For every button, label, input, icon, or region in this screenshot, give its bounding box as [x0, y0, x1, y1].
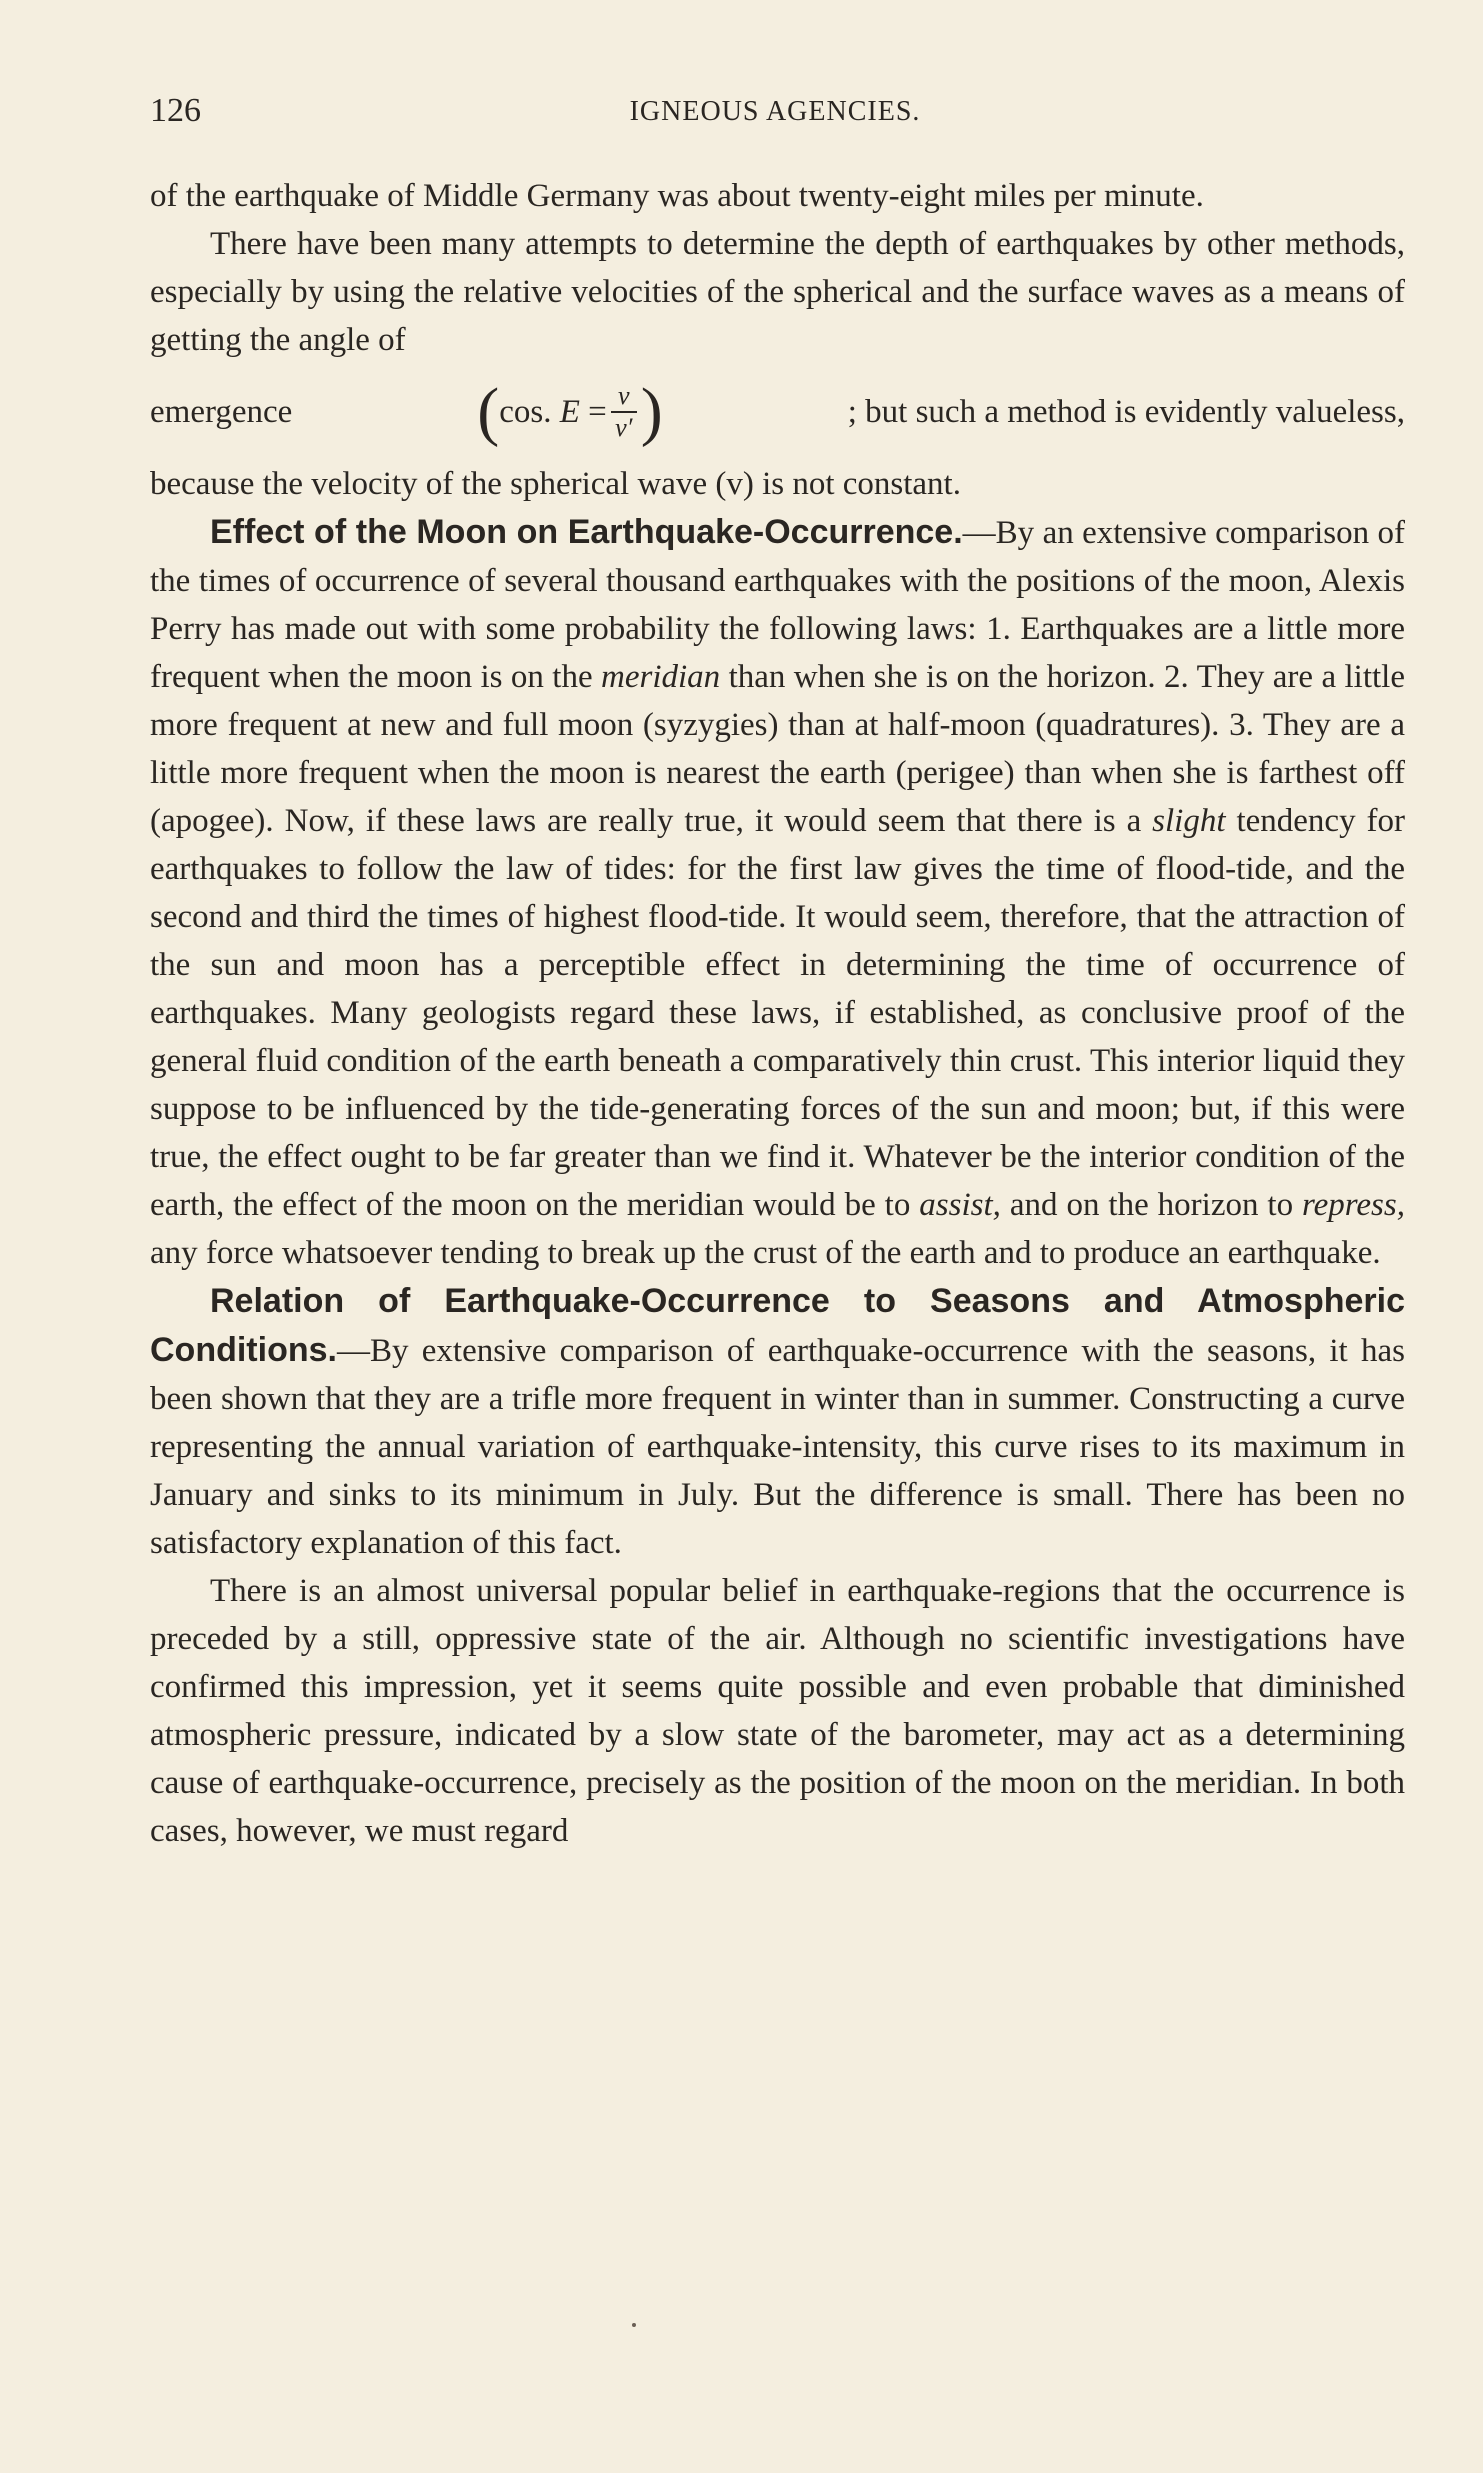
formula-denominator: v′ — [615, 413, 633, 442]
paragraph-velocity: because the velocity of the spherical wave (v) is not constant. — [150, 466, 961, 502]
paragraph-popular-belief: There is an almost universal popular belief in earthquake-regions that the occurrence is preceded by a still, oppressive state of the air. Although no scientific investigations have confirmed this impression, yet it seems quite possible and even probable that diminished atmospheric pressure, indicated by a slow state of the barometer, may act as a determining cause of earthquake-occurrence, precisely as the position of the moon on the meridian. In both cases, however, we must regard — [150, 1573, 1405, 1849]
formula-fraction — [611, 383, 637, 441]
emergence-formula: ( cos. E = $\frac{v}{v'}$ ) — [477, 375, 663, 448]
section-heading-seasons: Relation of Earthquake-Occurrence to Seasons and Atmospheric Conditions. — [150, 1282, 1405, 1369]
running-header — [150, 92, 1400, 132]
paragraph-depth-methods: There have been many attempts to determine the depth of earthquakes by other methods, especially by using the relative velocities of the spherical and the surface waves as a means of getting the angle of — [150, 226, 1405, 358]
formula-pre-text: emergence — [150, 394, 293, 430]
emphasis-assist: assist, — [919, 1187, 1001, 1223]
section-seasons: Relation of Earthquake-Occurrence to Seasons and Atmospheric Conditions.—By extensive comparison of earthquake-occurrence with the seasons, it has been shown that they are a trifle more frequent in winter than in summer. Constructing a curve representing the annual variation of earthquake-intensity, this curve rises to its maximum in January and sinks to its minimum in July. But the difference is small. There has been no satisfactory explanation of this fact. — [150, 1282, 1405, 1561]
formula-equals: = — [588, 394, 607, 430]
running-title: IGNEOUS AGENCIES. — [629, 96, 921, 127]
formula-line — [150, 364, 1405, 460]
emphasis-meridian: meridian — [601, 659, 721, 695]
paper-speck — [632, 2323, 636, 2327]
emphasis-repress: repress, — [1302, 1187, 1405, 1223]
section-heading-moon: Effect of the Moon on Earthquake-Occurrence. — [210, 513, 963, 551]
emphasis-slight: slight — [1152, 803, 1226, 839]
paragraph-continuation: of the earthquake of Middle Germany was about twenty-eight miles per minute. — [150, 178, 1204, 214]
section-moon-effect: Effect of the Moon on Earthquake-Occurrence.—By an extensive comparison of the times of occurrence of several thousand earthquakes with the positions of the moon, Alexis Perry has made out with some probability the following laws: 1. Earthquakes are a little more frequent when the moon is on the meridian than when she is on the horizon. 2. They are a little more frequent at new and full moon (syzygies) than at half-moon (quadratures). 3. They are a little more frequent when the moon is nearest the earth (perigee) than when she is farthest off (apogee). Now, if these laws are really true, it would seem that there is a slight tendency for earthquakes to follow the law of tides: for the first law gives the time of flood-tide, and the second and third the times of highest flood-tide. It would seem, therefore, that the attraction of the sun and moon has a perceptible effect in determining the time of occurrence of earthquakes. Many geologists regard these laws, if established, as conclusive proof of the general fluid condition of the earth beneath a comparatively thin crust. This interior liquid they suppose to be influenced by the tide-generating forces of the sun and moon; but, if this were true, the effect ought to be far greater than we find it. Whatever be the interior condition of the earth, the effect of the moon on the meridian would be to assist, and on the horizon to repress, any force whatsoever tending to break up the crust of the earth and to produce an earthquake. — [150, 513, 1405, 1271]
page-number: 126 — [150, 92, 201, 129]
formula-variable-e: E — [559, 394, 580, 430]
formula-numerator: v — [618, 381, 630, 410]
formula-cos: cos. — [499, 394, 552, 430]
formula-post-text: ; but such a method is evidently valueless, — [847, 394, 1405, 430]
page-body — [150, 172, 1405, 1855]
